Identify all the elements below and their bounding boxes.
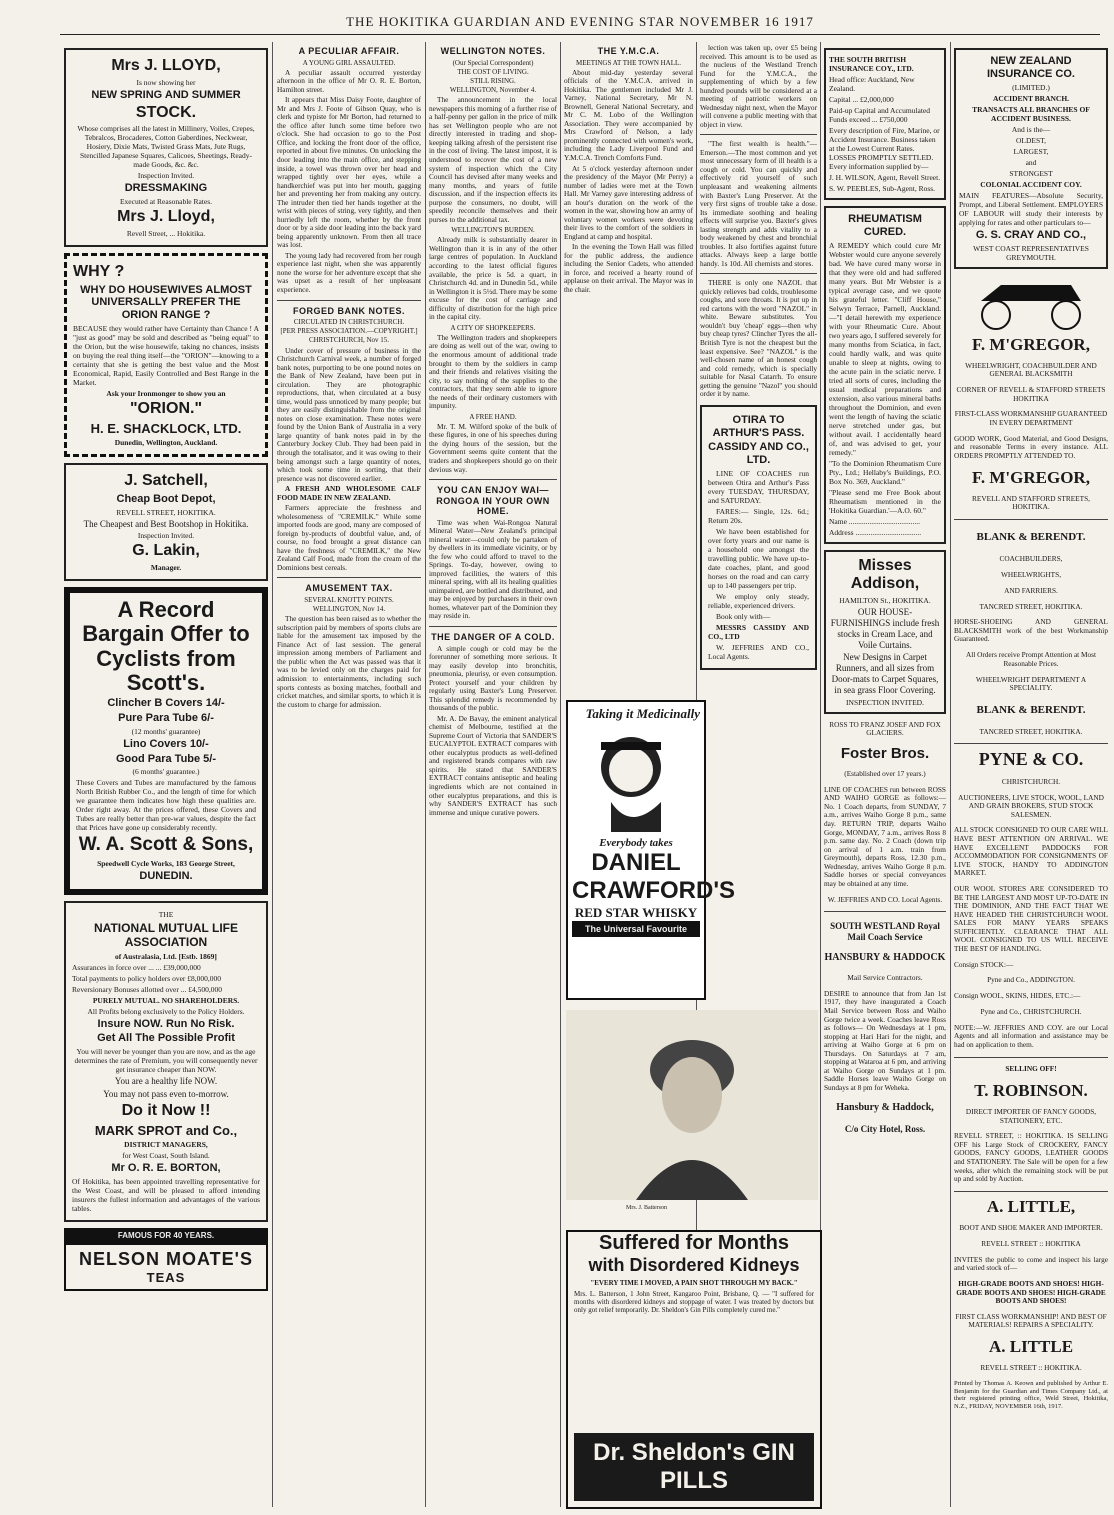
satchell-ad <box>64 463 268 581</box>
amusement-p1: The question has been raised as to whether the subscription paid by members of sports clubs are liable for the amusement tax imposed by the Finance Act of last session. The general impression among members of Parliament and the public when the Act was passed was that it was to be levied only on the charges paid for admission to entertainments, including such sports contests as boxing matches, football and cricket matches, and similar sports, to which it is the custom to charge for admission. <box>277 614 421 709</box>
little-name: A. LITTLE, <box>986 1196 1076 1216</box>
rheumatism-ad <box>824 206 946 544</box>
sb-paidup: Paid-up Capital and Accumulated Funds exceed ... £750,000 <box>829 106 931 124</box>
otira-title2: CASSIDY AND CO., LTD. <box>708 441 809 467</box>
mcgregor-name: F. M'GREGOR, <box>972 334 1090 354</box>
whisky-ad <box>566 700 736 1000</box>
little-high: HIGH-GRADE BOOTS AND SHOES! HIGH-GRADE BOOTS AND SHOES! HIGH-GRADE BOOTS AND SHOES! <box>956 1279 1106 1306</box>
mutual-borton-body: Of Hokitika, has been appointed travelling representative for the West Coast, and will be pleased to afford intending insurers the fullest information and advantages of the various tables. <box>72 1176 260 1213</box>
whisky-redstar: RED STAR WHISKY <box>574 905 698 920</box>
pyne-note: NOTE:—W. JEFFRIES AND COY. are our Local Agents and all information and assistance may be had on application to them. <box>954 1022 1108 1049</box>
yma-p1: About mid-day yesterday several officials of the Y.M.C.A. arrived in Hokitika. The gentlemen included Mr J. Varney, National Secretary, Mr N. Brownell, General National Secretary, and Mr C. M. Lobo of the Wellington Association. They were accompanied by Mrs Crawford of Nelson, a lady prominently connected with women's work, including the Lady Liverpool Fund and Y.M.C.A. Trench Comforts Fund. <box>564 67 693 163</box>
otira-body: LINE OF COACHES run between Otira and Arthur's Pass every TUESDAY, THURSDAY, and SATURDAY. <box>708 469 809 506</box>
whisky-taking: Taking it Medicinally <box>585 706 700 721</box>
addison-street: HAMILTON St., HOKITIKA. <box>839 596 931 606</box>
mutual-purely: PURELY MUTUAL. NO SHAREHOLDERS. <box>92 995 240 1005</box>
otira-title1: OTIRA TO ARTHUR'S PASS. <box>712 413 805 439</box>
sb-capital: Capital ... £2,000,000 <box>829 95 894 104</box>
nelson-moate-ad <box>64 1243 268 1291</box>
whisky-universal: The Universal Favourite <box>572 921 700 937</box>
pyne-addington: Pyne and Co., ADDINGTON. <box>987 975 1075 985</box>
amusement-title: AMUSEMENT TAX. <box>305 583 393 594</box>
blank-street: TANCRED STREET, HOKITIKA. <box>979 601 1083 611</box>
peculiar-sub: A YOUNG GIRL ASSAULTED. <box>302 58 396 67</box>
nzinsurance-ad <box>954 48 1108 269</box>
mutual-row3-label: Reversionary Bonuses allotted over ... <box>72 984 187 994</box>
orion-why: WHY ? <box>73 262 125 280</box>
blank-street2: TANCRED STREET, HOKITIKA. <box>979 726 1083 736</box>
rheum-body: A REMEDY which could cure Mr Webster would cure anyone severely bad. We have cured many worse in that they were old and had suffered many years. But Mr Webster is a typical average case, and we quote his grateful letter. "Cliff House," Selwyn Terrace, Parnell, Auckland.—"I detail herewith my experience with your Rheumatic Cure. About two years ago, I suffered severely for many months from Sciatica, in fact, could hardly walk, and was quite unable to sleep at nights, owing to the acute pain in the sciatic nerve. I tried all sorts of cures, including the usual medical preparations and extension, also various mineral baths throughout the Dominion, and even went the length of having the sciatic nerve stretched under gas, but without avail. I accidentally heard of, and was advised to get, your remedy." <box>829 240 941 457</box>
sb-desc: Every description of Fire, Marine, or Accident Insurance. Business taken at the Lowest Current Rates. LOSSES PROMPTLY SETTLED. Every information supplied by— <box>829 126 940 171</box>
gin-with: with Disordered Kidneys <box>588 1255 800 1275</box>
mutual-row2-label: Total payments to policy holders over <box>72 973 186 983</box>
wellington-p2: Already milk is substantially dearer in Wellington than it is in any of the other large centres of population. In Auckland according to the latest official figures available, the price is 5d. a quart, in Christchurch 4d. and in Dunedin 5d., while in Wellington it is 5½d. There may be some excuse for the cost of carriage and difficulty of distribution for the high price in the capital city. <box>429 235 557 322</box>
satchell-cheapest: The Cheapest and Best Bootshop in Hokitika. <box>83 518 249 529</box>
yma-sub: MEETINGS AT THE TOWN HALL. <box>575 58 682 67</box>
pyne-name: PYNE & CO. <box>978 749 1084 770</box>
yma-title: THE Y.M.C.A. <box>597 46 660 56</box>
nelson-teas: TEAS <box>146 1270 186 1286</box>
satchell-name: J. Satchell, <box>124 472 208 490</box>
lloyd-signature: Mrs J. Lloyd, <box>117 208 215 226</box>
wai-p1: Time was when Wai-Rongoa Natural Mineral Water—New Zealand's principal mineral water—could only be partaken of by dwellers in its immediate vicinity, or by the few who could afford to travel to the Springs. To-day, however, owing to improved facilities, the waters of this mineral spring, with all its healing qualities unimpaired, are bottled and distributed, and may be enjoyed by purchasers in their own homes, whatever part of the Dominion they may reside in. <box>429 517 557 621</box>
mutual-insure: Insure NOW. Run No Risk. <box>97 1017 235 1030</box>
orion-product: "ORION." <box>129 400 203 418</box>
gin-pills-ad <box>566 1230 822 1509</box>
forged-assoc: [PER PRESS ASSOCIATION.—COPYRIGHT.] <box>280 327 418 336</box>
mutual-ad <box>64 901 268 1221</box>
orion-cities: Dunedin, Wellington, Auckland. <box>114 438 218 448</box>
mutual-row3-value: £4,500,000 <box>188 984 222 994</box>
little-street: REVELL STREET :: HOKITIKA <box>981 1238 1081 1248</box>
wellington-p1: The announcement in the local newspapers this morning of a further rise of a half-penny per gallon in the price of milk has set Wellington people who are not directly interested in trading and shop-keeping talking afresh of the persistent rise in the cost of living. The latest impost, it is understood to recover the cost of a new system of inspection which the City Council has devised after many weeks and many months, and years of futile discussion, and if the inspection effects its purpose the consumers, no doubt, will speedily reconcile themselves and their purses to the additional tax. <box>429 95 557 224</box>
nz-is: And is the— <box>1011 124 1051 134</box>
mcgregor-good: GOOD WORK, Good Material, and Good Designs, and reasonable Terms in every instance. ALL ORDERS PROMPTLY ATTENDED TO. <box>954 433 1108 460</box>
orion-ad <box>64 253 268 457</box>
swl-name: HANSBURY & HADDOCK <box>824 952 946 964</box>
otira-est: We have been established for over forty years and our name is a household one amongst the travelling public. We have up-to-date coaches, plant, and good horses on the road and can carry up to 140 passengers per trip. <box>708 527 809 591</box>
wellington-sub4: WELLINGTON'S BURDEN. <box>451 226 535 235</box>
sb-agent: J. H. WILSON, Agent, Revell Street. <box>829 173 941 182</box>
portrait-image <box>566 1010 818 1220</box>
column-2 <box>277 42 421 1507</box>
lloyd-headline: NEW SPRING AND SUMMER <box>91 88 241 101</box>
orion-ask: Ask your Ironmonger to show you an <box>106 389 226 399</box>
column-3 <box>429 42 557 1507</box>
column-rule <box>950 42 951 1507</box>
otira-employ: We employ only steady, reliable, experienced drivers. <box>708 592 809 611</box>
addison-name: Misses Addison, <box>850 556 920 593</box>
gin-brand: Dr. Sheldon's GIN PILLS <box>574 1433 814 1501</box>
lloyd-intro: Is now showing her <box>136 77 196 87</box>
column-6 <box>824 42 946 1507</box>
pyne-body: ALL STOCK CONSIGNED TO OUR CARE WILL HAVE BEST ATTENTION ON ARRIVAL. WE HAVE EXCELLENT PADDOCKS FOR ACCOMMODATION FOR CONSIGNMENTS OF LIVE STOCK, HANDY TO ADDINGTON MARKET. <box>954 825 1108 878</box>
mutual-name: NATIONAL MUTUAL LIFE ASSOCIATION <box>94 921 238 950</box>
wealth-p1: "The first wealth is health."—Emerson.—The most common and yet most unnecessary form of ill health is a cough or cold. You can quickly and effectively rid yourself of such unpleasant and weakening ailments with Baxter's Lung Preserver. At the very first signs of trouble take a dose. Its immediate soothing and healing effects will surprise you. Baxter's gives lasting strength and adds vitality to a body weakened by chest and bronchial troubles. It also fortifies against future attacks. Always keep a large bottle handy. 1s 10d. All chemists and stores. <box>700 139 817 268</box>
mutual-get: Get All The Possible Profit <box>97 1032 235 1045</box>
wellington-p4: Mr. T. M. Wilford spoke of the bulk of these figures, in one of his speeches during the dying hours of the session, but the Government seems quite content that the traders and shopkeepers should go on their devious way. <box>429 421 557 474</box>
mutual-doit: Do it Now !! <box>121 1101 211 1119</box>
orion-maker: H. E. SHACKLOCK, LTD. <box>90 420 242 436</box>
rheum-addr: "To the Dominion Rheumatism Cure Pty., Ltd.; Hellaby's Buildings, P.O. Box No. 369, Auckland." <box>829 458 941 486</box>
foster-agents: W. JEFFRIES AND CO. Local Agents. <box>827 894 943 904</box>
amusement-dateline: WELLINGTON, Nov 14. <box>312 605 386 614</box>
lloyd-stock: STOCK. <box>135 103 197 121</box>
mutual-row1-label: Assurances in force over ... ... <box>72 962 162 972</box>
yma-p2: At 5 o'clock yesterday afternoon under the presidency of the Mayor (Mr Perry) a number of ladies were met at the Town Hall. Mr Varney gave interesting address of an hour's duration on the work of the women in the war, showing how an army of voluntary women workers were devoting their lives to the comfort of the soldiers in England at camp and hospital. <box>564 163 693 241</box>
rheum-name: Name ...................................... <box>829 516 921 526</box>
gin-suffered: Suffered for Months <box>599 1232 789 1254</box>
orion-body: BECAUSE they would rather have Certainty than Chance ! A "just as good" may be sold and described as "being equal" to the Orion, but the wise housewife, taking no chances, insists on buying the real thing itself—the "ORION"—knowing to a certainty that she is getting the best value and the Most Economical, Rapid, Easily Controlled and Best Range in the Market. <box>73 324 259 388</box>
nz-largest: LARGEST, <box>1013 146 1049 156</box>
mutual-sub: of Australasia, Ltd. [Estb. 1869] <box>115 951 217 961</box>
gin-body: Mrs. L. Batterson, 1 John Street, Kangaroo Point, Brisbane, Q. — "I suffered for months with disordered kidneys and stoppage of water. I was treated by doctors but only got relief temporarily. Dr. Sheldon's Gin Pills completely cured me." <box>574 1290 814 1314</box>
mutual-the: THE <box>158 910 174 920</box>
peculiar-p1: A peculiar assault occurred yesterday afternoon in the office of Mr O. R. E. Borton, Hamilton street. <box>277 67 421 94</box>
mutual-row2 <box>72 974 260 983</box>
blank-wheel: WHEELWRIGHTS, <box>1000 569 1062 579</box>
peculiar-p2: It appears that Miss Daisy Foote, daughter of Mr and Mrs J. Foote of Gibson Quay, who is clerk and typiste for Mr Borton, had returned to the office after lunch some time before two o'clock. She had occasion to go to the Post Office, and locking the front door of the office, reported in about five minutes. On unlocking the door leading into the main office, and stepping inside, a towel was thrown over her head and wrapped tightly over her eyes, while a handkerchief was put into her mouth, gagging her and preventing her from making any outcry. The intruder then tied her hands together at the wrist with pieces of string, very tightly, and then hurriedly left the room, whether by the front door or by a side door leading into the back yard being apparently unknown. From then all trace was lost. <box>277 95 421 250</box>
nz-accident: ACCIDENT BRANCH. <box>992 93 1070 103</box>
column-7 <box>954 42 1108 1507</box>
mutual-row1-value: £39,000,000 <box>163 962 201 972</box>
lloyd-address: Revell Street, ... Hokitika. <box>126 228 206 238</box>
satchell-manager-name: G. Lakin, <box>132 542 200 560</box>
column-ads-left <box>64 42 268 1507</box>
fresh-body: Farmers appreciate the freshness and wholesomeness of "CREMILK." While some imported foods are good, many are composed of foreign by-products of doubtful value, and, of course, no food brought a great distance can have the freshness of "CREMILK," the New Zealand Calf Food, made from the cream of the Dominions best cereals. <box>277 503 421 572</box>
rheum-title: RHEUMATISM CURED. <box>848 213 922 238</box>
lloyd-body: Whose comprises all the latest in Millinery, Voiles, Crepes, Tebralcos, Brocaderes, Cotton Gaberdines, Neckwear, Hosiery, Dixie Mats, Twisted Grass Mats, Jute Rugs, Stencilled Japanese Squares, Calicoes, Sheetings, Ready-made Goods, &c. &c. <box>77 124 255 170</box>
little-name2: A. LITTLE <box>988 1337 1074 1357</box>
amusement-sub: SEVERAL KNOTTY POINTS. <box>304 595 394 604</box>
little-invites: INVITES the public to come and inspect his large and varied stock of— <box>954 1254 1108 1273</box>
pyne-consign: Consign STOCK:— <box>954 959 1014 969</box>
lloyd-ad <box>64 48 268 247</box>
otira-ad <box>700 405 817 670</box>
nz-and: and <box>1025 157 1037 167</box>
nz-limited: (LIMITED.) <box>1012 82 1050 92</box>
scott-city: DUNEDIN. <box>139 869 193 882</box>
robinson-name: T. ROBINSON. <box>974 1080 1088 1100</box>
nazol-p1: THERE is only one NAZOL that quickly relieves bad colds, troublesome coughs, and sore throats. It is put up in red cartons with the word "NAZOL" in white. Beware substitutes. You wouldn't buy 'cheap' eggs—then why buy cheap tyres? Clincher Tyres the all-British Tyre is not the cheapest but the least expensive. See? "NAZOL" is the well-chosen name of an honest cough and cold remedy, which is specially suitable for Nasal Catarrh. To ensure getting the genuine "Nazol" you should order it by name. <box>700 278 817 399</box>
pyne-skins: Consign WOOL, SKINS, HIDES, ETC.:— <box>954 991 1081 1001</box>
swl-body: DESIRE to announce that from Jan 1st 1917, they have inaugurated a Coach Mail Service between Ross and Waiho Gorge twice a week. Coaches leave Ross as follows— On Wednesdays at 1 pm, stopping at Hari Hari for the night, and arriving at Waiho Gorge at 6 pm on Thursdays. On Saturdays at 7 am, stopping at Wataroa at 6 pm, and arriving at Waiho Gorge on Sundays at 1 pm. Saddle Horses leave Waiho Gorge on Sundays at 8 pm for Weheka. <box>824 988 946 1092</box>
scott-line4: Good Para Tube 5/- <box>115 752 217 765</box>
scott-address: Speedwell Cycle Works, 183 George Street, <box>97 858 235 868</box>
lloyd-dressmaking: DRESSMAKING <box>124 182 208 195</box>
pyne-wool: OUR WOOL STORES ARE CONSIDERED TO BE THE LARGEST AND MOST UP-TO-DATE IN THE DOMINION, AND THE FACT THAT WE HAVE HEADED THE CHRISTCHURCH WOOL SALES FOR MANY YEARS SPEAKS SUFFICIENTLY. CLEARANCE THAT ALL WOOL CONSIGNED TO US WILL RECEIVE THE BEST OF HANDLING. <box>954 883 1108 953</box>
nz-body: MAIN FEATURES—Absolute Security, Prompt, and Liberal Settlement. EMPLOYERS OF LABOUR will study their interests by applying for rates and other particulars to— <box>959 190 1103 227</box>
wai-title: YOU CAN ENJOY WAI—RONGOA IN YOUR OWN HOME. <box>436 485 550 517</box>
otira-messrs: MESSRS CASSIDY AND CO., LTD <box>708 623 809 642</box>
imprint: Printed by Thomas A. Keown and published by Arthur E. Benjamin for the Guardian and Times Company Ltd., at their registered printing office, Weld Street, Hokitika, N.Z., FRIDAY, NOVEMBER 16th, 1917. <box>954 1380 1108 1411</box>
wellington-title: WELLINGTON NOTES. <box>440 46 546 56</box>
forged-dateline: CHRISTCHURCH, Nov 15. <box>308 336 390 345</box>
satchell-depot: Cheap Boot Depot, <box>116 492 216 505</box>
fresh-headline: A FRESH AND WHOLESOME CALF FOOD MADE IN NEW ZEALAND. <box>277 484 421 502</box>
mutual-healthy: You are a healthy life NOW. <box>114 1076 218 1087</box>
addison-designs: New Designs in Carpet Runners, and all sizes from Door-mats to Carpet Squares, in sea grass Floor Covering. <box>831 652 939 695</box>
mutual-profits: All Profits belong exclusively to the Policy Holders. <box>87 1006 245 1016</box>
mutual-westcoast: for West Coast, South Island. <box>122 1150 210 1160</box>
mutual-row2-value: £8,000,000 <box>187 973 222 983</box>
nelson-name: NELSON MOATE'S <box>79 1248 253 1269</box>
blank-horse: HORSE-SHOEING AND GENERAL BLACKSMITH work of the best Workmanship Guaranteed. <box>954 617 1108 644</box>
scott-guarantee2: (6 months' guarantee.) <box>132 767 200 777</box>
blank-coach: COACHBUILDERS, <box>999 554 1063 564</box>
blank-name2: BLANK & BERENDT. <box>976 703 1086 716</box>
forged-p1: Under cover of pressure of business in the Christchurch Carnival week, a number of forged bank notes, purporting to be one pound notes on the Bank of New Zealand, have been put in circulation. They are photographic reproductions, that, when circulated at a busy time, would pass unnoticed by many people; but they are easily distinguishable from the original notes on close examination. These notes were found by the Union Bank of Australia in a very large quantity of bank notes paid in by the Canterbury Jockey Club. They had been paid in through the totalisator, and it was owing to their being amongst such a large quantity of notes, which took some time in sorting, that their presence was not discovered earlier. <box>277 345 421 483</box>
mcgregor-addr2: REVELL AND STAFFORD STREETS, HOKITIKA. <box>972 493 1090 512</box>
yma-p3: In the evening the Town Hall was filled for the public address, the audience including the Senior Cadets, who attended in force, and received a hearty round of applause on their arrival. The Mayor was in the chair. <box>564 242 693 294</box>
column-rule <box>560 42 561 1507</box>
mcgregor-corner: CORNER OF REVELL & STAFFORD STREETS HOKITIKA <box>956 385 1106 403</box>
mutual-row1 <box>72 963 260 972</box>
mutual-pass: You may not pass even to-morrow. <box>103 1089 229 1100</box>
scott-line2: Pure Para Tube 6/- <box>118 711 214 724</box>
mcgregor-first: FIRST-CLASS WORKMANSHIP GUARANTEED IN EVERY DEPARTMENT <box>954 409 1108 427</box>
otira-agent: W. JEFFRIES AND CO., Local Agents. <box>708 643 809 662</box>
robinson-selling: SELLING OFF! <box>1005 1064 1057 1074</box>
wellington-sub3: STILL RISING. <box>470 76 516 85</box>
little-street2: REVELL STREET :: HOKITIKA. <box>980 1363 1082 1373</box>
foster-est: (Established over 17 years.) <box>844 769 926 779</box>
gin-quote: "EVERY TIME I MOVED, A PAIN SHOT THROUGH MY BACK." <box>590 1279 798 1287</box>
nz-transacts: TRANSACTS ALL BRANCHES OF ACCIDENT BUSINESS. <box>972 104 1090 123</box>
pyne-chch: Pyne and Co., CHRISTCHURCH. <box>980 1007 1082 1016</box>
scott-ad <box>64 587 268 895</box>
pyne-trade: AUCTIONEERS, LIVE STOCK, WOOL, LAND AND GRAIN BROKERS, STUD STOCK SALESMEN. <box>958 792 1104 819</box>
sb-head-office: Head office: Auckland, New Zealand. <box>829 75 915 93</box>
pyne-city: CHRISTCHURCH. <box>1001 776 1061 786</box>
scott-name: W. A. Scott & Sons, <box>78 834 254 856</box>
lection-p1: lection was taken up, over £5 being received. This amount is to be used as the nucleus of the Westland Trench Fund for the Y.M.C.A., the supplementing of which by a few hundred pounds will be considered at a meeting of patriotic workers on Wednesday night next, when the Mayor will convene a public meeting with that object in view. <box>700 43 817 129</box>
robinson-body: REVELL STREET, :: HOKITIKA. IS SELLING OFF his Large Stock of CROCKERY, FANCY GOODS, FANCY GOODS, LEATHER GOODS and STATIONERY. The Sale will be open for a few weeks, after which the remaining stock will be put up and sold by Auction. <box>954 1131 1108 1184</box>
sb-sub: S. W. PEEBLES, Sub-Agent, Ross. <box>829 184 936 193</box>
little-first: FIRST CLASS WORKMANSHIP! AND BEST OF MATERIALS! REPAIRS A SPECIALITY. <box>955 1311 1107 1330</box>
blank-name: BLANK & BERENDT. <box>976 531 1086 544</box>
whisky-everybody: Everybody takes <box>599 837 673 849</box>
addison-inspect: INSPECTION INVITED. <box>846 697 924 707</box>
foster-route: ROSS TO FRANZ JOSEF AND FOX GLACIERS. <box>829 719 941 738</box>
robinson-trade: DIRECT IMPORTER OF FANCY GOODS, STATIONERY, ETC. <box>965 1107 1097 1125</box>
foster-name: Foster Bros. <box>840 745 930 763</box>
mutual-mark: MARK SPROT and Co., <box>94 1122 238 1138</box>
swl-sig: Hansbury & Haddock, <box>836 1102 934 1114</box>
cold-title: THE DANGER OF A COLD. <box>431 632 555 642</box>
blank-orders: All Orders receive Prompt Attention at Most Reasonable Prices. <box>965 650 1097 668</box>
blank-wheeldept: WHEELWRIGHT DEPARTMENT A SPECIALITY. <box>975 674 1087 693</box>
woman-portrait-icon <box>566 1010 818 1200</box>
nz-agent: G. S. CRAY AND CO., <box>975 228 1087 241</box>
nz-rep: WEST COAST REPRESENTATIVES GREYMOUTH. <box>973 243 1089 262</box>
nz-title: NEW ZEALAND INSURANCE CO. <box>986 55 1075 80</box>
satchell-street: REVELL STREET, HOKITIKA. <box>116 507 216 517</box>
addison-ad <box>824 550 946 714</box>
column-rule <box>425 42 426 1507</box>
lloyd-executed: Executed at Reasonable Rates. <box>119 197 213 207</box>
scott-line1: Clincher B Covers 14/- <box>107 696 225 709</box>
little-trade: BOOT AND SHOE MAKER AND IMPORTER. <box>959 1223 1103 1233</box>
foster-body: LINE OF COACHES run between ROSS AND WAIHO GORGE as follows:— No. 1 Coach departs, from SUNDAY, 7 a.m., arrives Waiho Gorge 8 p.m., same day. RETURN TRIP, departs Waiho Gorge, MONDAY, 7 a.m., arrives Ross 8 p.m. same day. No. 2 Coach (down trip on arrival of 1 a.m. train from Greymouth), departs Ross, 12.30 p.m., Wednesday, arrives Waiho Gorge 8 p.m. Saddle horses or special conveyances may be obtained at any time. <box>824 784 946 888</box>
portrait-caption: Mrs. J. Batterson <box>626 1205 667 1211</box>
mutual-row3 <box>72 985 260 994</box>
scott-line3: Lino Covers 10/- <box>123 737 209 750</box>
mutual-district: DISTRICT MANAGERS, <box>124 1139 208 1149</box>
orion-question: WHY DO HOUSEWIVES ALMOST UNIVERSALLY PREFER THE ORION RANGE ? <box>80 283 252 322</box>
forged-sub: CIRCULATED IN CHRISTCHURCH. <box>293 318 405 327</box>
satchell-inspection: Inspection Invited. <box>137 531 195 541</box>
man-drinking-icon <box>581 722 691 832</box>
masthead: THE HOKITIKA GUARDIAN AND EVENING STAR NOVEMBER 16 1917 <box>60 14 1100 35</box>
swl-addr: C/o City Hotel, Ross. <box>844 1123 926 1134</box>
scott-guarantee1: (12 months' guarantee) <box>131 726 201 736</box>
lloyd-inspection: Inspection Invited. <box>137 171 195 181</box>
mutual-borton: Mr O. R. E. BORTON, <box>111 1161 221 1174</box>
baxter-p1: Mr. A. De Bavay, the eminent analytical chemist of Melbourne, testified at the Supreme Court of Victoria that SANDER'S EUCALYPTOL EXTRACT compares with other eucalyptus products as well-defined and registered brands compares with raw spirits. He stated that SANDER'S EXTRACT contains antiseptic and healing ingredients which are not contained in other eucalyptus preparations, and this is why SANDER'S EXTRACT has such immense and unique curative powers. <box>429 713 557 817</box>
scott-headline: A Record Bargain Offer to Cyclists from Scott's. <box>82 597 250 695</box>
peculiar-title: A PECULIAR AFFAIR. <box>298 46 400 56</box>
wellington-dateline: WELLINGTON, November 4. <box>449 86 537 95</box>
forged-title: FORGED BANK NOTES. <box>292 305 405 316</box>
nz-colonial: COLONIAL ACCIDENT COY. <box>980 179 1082 189</box>
swl-contractors: Mail Service Contractors. <box>847 973 923 983</box>
scott-body: These Covers and Tubes are manufactured by the famous North British Rubber Co., and the length of time for which we guarantee them indicates how high these qualities are. Order right away. At the prices offered, these Covers and Tubes are really better than pre-war values, despite the fact that Prices have gone up considerably recently. <box>76 778 256 833</box>
addison-body: OUR HOUSE-FURNISHINGS include fresh stocks in Cream Lace, and Voile Curtains. <box>830 607 940 650</box>
whisky-brand: DANIEL CRAWFORD'S <box>572 849 736 904</box>
southbritish-ad <box>824 48 946 200</box>
satchell-title: Manager. <box>150 563 182 573</box>
wellington-sub2: THE COST OF LIVING. <box>457 67 529 76</box>
lloyd-name: Mrs J. LLOYD, <box>111 57 221 74</box>
rheum-address: Address ................................... <box>829 527 922 537</box>
wellington-p3: The Wellington traders and shopkeepers are doing as well out of the war, owing to the enormous amount of additional trade brought to them by the soldiers in camp and their friends and relatives visiting the city, to say nothing of the supplies to the contractors, that they seem able to ignore the needs of their ordinary customers with impunity. <box>429 332 557 411</box>
cold-p1: A simple cough or cold may be the forerunner of something more serious. It may easily develop into bronchitis, pneumonia, pleurisy, or even consumption. Protect yourself and your children by regularly using Baxter's Lung Preserver. This splendid remedy is recommended by thousands of the public. <box>429 643 557 713</box>
otira-fares: FARES:— Single, 12s. 6d.; Return 20s. <box>708 507 809 526</box>
nz-strongest: STRONGEST <box>1009 168 1053 178</box>
mutual-younger: You will never be younger than you are now, and as the age determines the rate of Premium, you will consequently never get insurance cheaper than NOW. <box>74 1047 258 1075</box>
column-rule <box>272 42 273 1507</box>
nelson-famous: FAMOUS FOR 40 YEARS. <box>64 1228 268 1243</box>
wellington-sub5: A CITY OF SHOPKEEPERS. <box>450 323 536 332</box>
nz-oldest: OLDEST, <box>1015 135 1047 145</box>
otira-book: Book only with— <box>716 612 771 622</box>
carriage-icon <box>961 275 1101 331</box>
peculiar-p3: The young lady had recovered from her rough experience last night, when she was apparently none the worse for her adventure except that she was upset as a result of her unpleasant experience. <box>277 250 421 294</box>
mcgregor-trade: WHEELWRIGHT, COACHBUILDER AND GENERAL BLACKSMITH <box>965 360 1097 379</box>
wellington-sub: (Our Special Correspondent) <box>452 58 534 67</box>
sb-title: THE SOUTH BRITISH INSURANCE COY., LTD. <box>829 55 914 73</box>
rheum-book: "Please send me Free Book about Rheumatism mentioned in the 'Hokitika Guardian.'—A.O. 60." <box>829 487 941 515</box>
blank-farriers: AND FARRIERS. <box>1004 585 1058 595</box>
wellington-sub6: A FREE HAND. <box>469 412 517 421</box>
swl-title: SOUTH WESTLAND Royal Mail Coach Service <box>830 921 940 942</box>
mcgregor-name2: F. M'GREGOR, <box>972 467 1090 487</box>
